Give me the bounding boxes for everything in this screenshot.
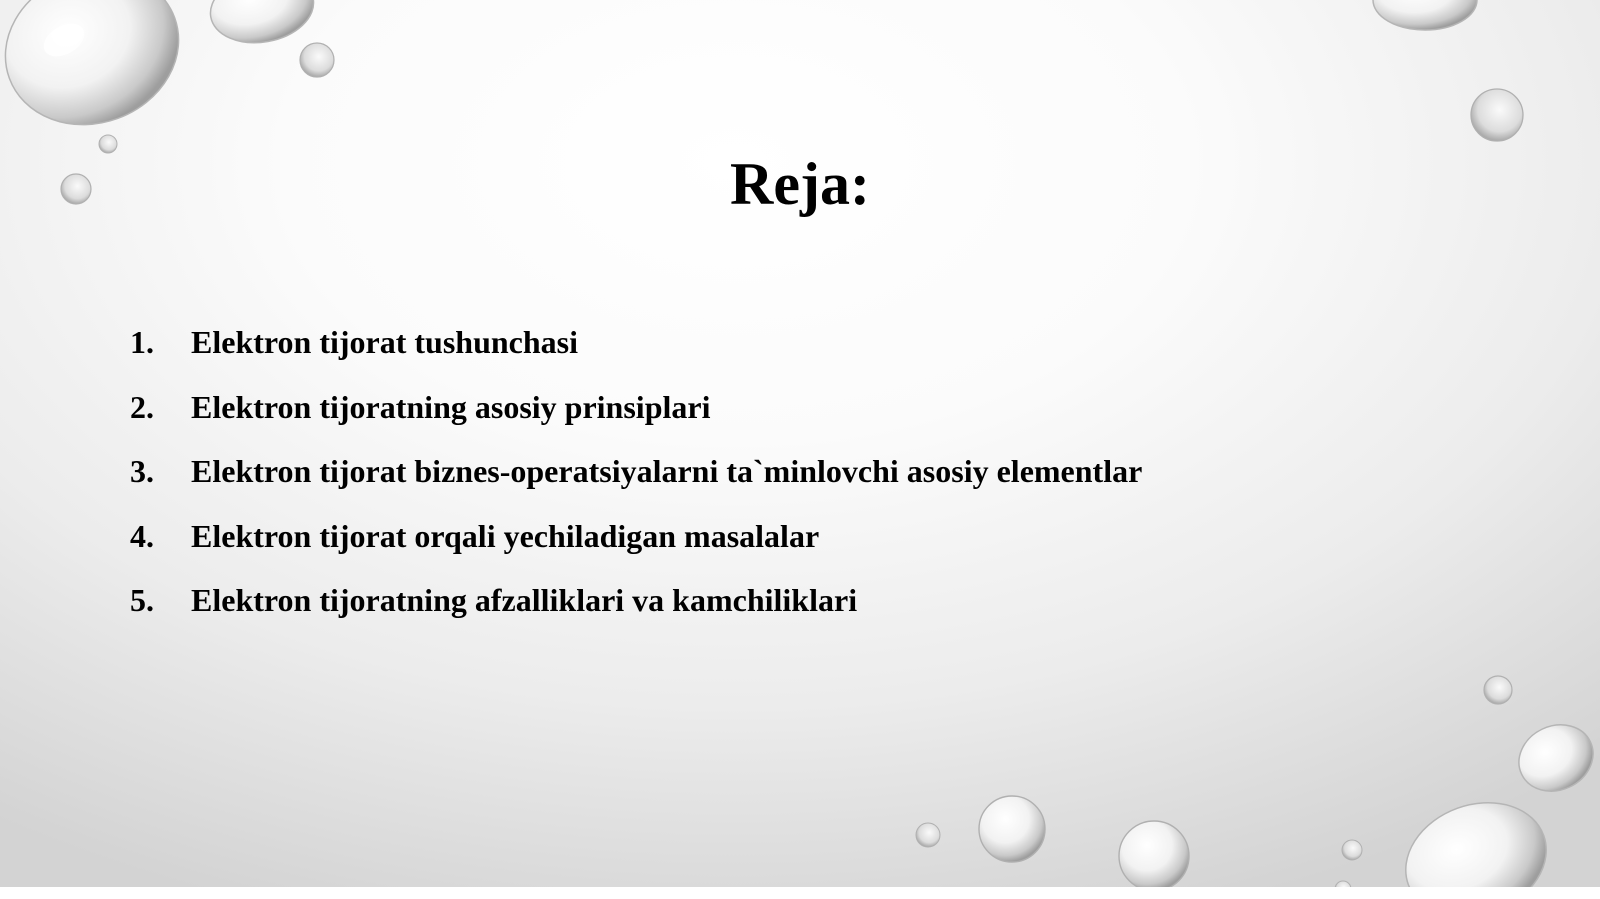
list-item-text: Elektron tijorat biznes-operatsiyalarni ta`minlovchi asosiy elementlar [191, 453, 1143, 490]
list-item-text: Elektron tijoratning afzalliklari va kamchiliklari [191, 582, 858, 619]
list-item [130, 387, 1142, 452]
plan-list [130, 322, 1142, 645]
list-item [130, 322, 1142, 387]
bottom-strip [0, 887, 1600, 899]
list-item-text: Elektron tijoratning asosiy prinsiplari [191, 388, 711, 425]
list-item [130, 516, 1142, 581]
list-item [130, 580, 1142, 645]
list-item [130, 451, 1142, 516]
list-item-text: Elektron tijorat tushunchasi [191, 324, 579, 360]
slide-title: Reja: [730, 151, 870, 217]
list-item-number: 3. [130, 453, 154, 490]
list-item-number: 5. [130, 582, 154, 619]
list-item-text: Elektron tijorat orqali yechiladigan masalalar [191, 517, 820, 554]
list-item-number: 1. [130, 324, 154, 360]
list-item-number: 2. [130, 388, 154, 425]
list-item-number: 4. [130, 517, 154, 554]
